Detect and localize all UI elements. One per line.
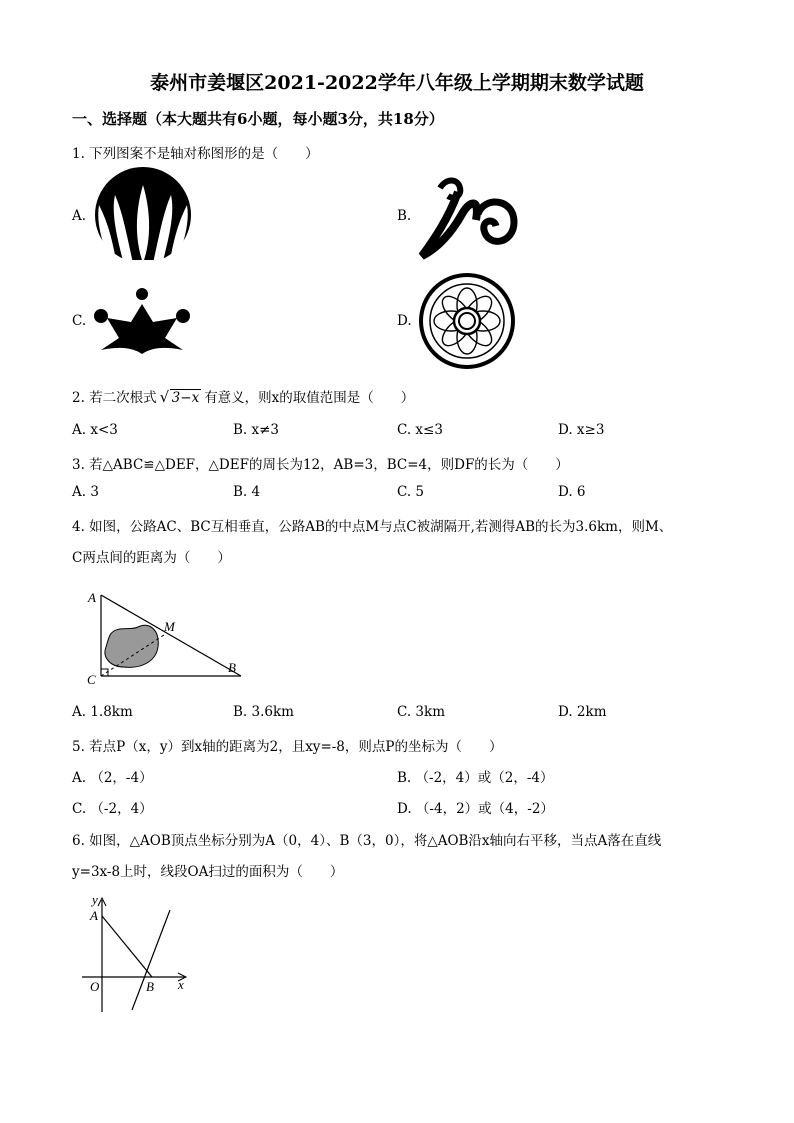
q2-radical [160,390,202,406]
q6-label-x: x [178,977,184,992]
q3-option-d: D. 6 [558,484,586,500]
q4-stem-line2: C两点间的距离为（ ） [72,550,231,566]
q4-option-d: D. 2km [558,704,607,720]
q6-figure [80,892,200,1017]
q1-label-d: D. [397,313,412,329]
q4-stem-line1: 4. 如图，公路AC、BC互相垂直，公路AB的中点M与点C被湖隔开,若测得AB的长为3.6km，则M、 [72,519,673,535]
q1-figure-a [93,165,193,265]
q4-option-c: C. 3km [397,704,446,720]
q2-stem-pre: 2. 若二次根式 [72,390,157,406]
q6-label-b: B [146,979,154,994]
q2-option-a: A. x<3 [72,422,118,438]
q1-figure-b [418,170,518,262]
q4-label-a: A [88,590,96,605]
q4-label-c: C [87,672,96,687]
q5-option-d: D. （-4，2）或（4，-2） [397,801,554,817]
q6-stem-line2: y=3x-8上时，线段OA扫过的面积为（ ） [72,864,344,880]
q1-stem: 1. 下列图案不是轴对称图形的是（ ） [72,146,319,162]
q4-label-b: B [228,660,236,675]
page-title: 泰州市姜堰区2021-2022学年八年级上学期期末数学试题 [150,72,644,94]
q6-stem-line1: 6. 如图，△AOB顶点坐标分别为A（0，4）、B（3，0），将△AOB沿x轴向右平移，当点A落在直线 [72,833,662,849]
q1-label-a: A. [72,208,87,224]
q6-label-a: A [90,908,98,923]
q5-option-a: A. （2，-4） [72,770,153,786]
q2-option-d: D. x≥3 [558,422,605,438]
q2-stem-post: 有意义，则x的取值范围是（ ） [204,390,415,406]
radical-sign-icon: √ [159,388,170,406]
q1-figure-c [93,288,191,358]
q5-option-b: B. （-2，4）或（2，-4） [397,770,554,786]
q6-label-o: O [90,979,100,994]
q3-option-a: A. 3 [72,484,99,500]
q1-label-c: C. [72,313,87,329]
q3-stem: 3. 若△ABC≌△DEF，△DEF的周长为12，AB=3，BC=4，则DF的长为（ ） [72,457,569,473]
q3-option-c: C. 5 [397,484,425,500]
q1-label-b: B. [397,208,412,224]
section-heading: 一、选择题（本大题共有6小题，每小题3分，共18分） [72,110,444,128]
q6-label-y: y [92,892,98,907]
q4-option-b: B. 3.6km [233,704,294,720]
q5-stem: 5. 若点P（x，y）到x轴的距离为2，且xy=-8，则点P的坐标为（ ） [72,739,503,755]
q5-option-c: C. （-2，4） [72,801,153,817]
q1-figure-d [418,272,516,370]
q2-option-c: C. x≤3 [397,422,443,438]
q4-option-a: A. 1.8km [72,704,133,720]
q4-label-m: M [164,619,175,634]
q4-figure [80,585,250,690]
q2-radicand: 3−x [171,390,200,406]
q3-option-b: B. 4 [233,484,261,500]
q2-option-b: B. x≠3 [233,422,280,438]
q2-stem [72,386,414,406]
